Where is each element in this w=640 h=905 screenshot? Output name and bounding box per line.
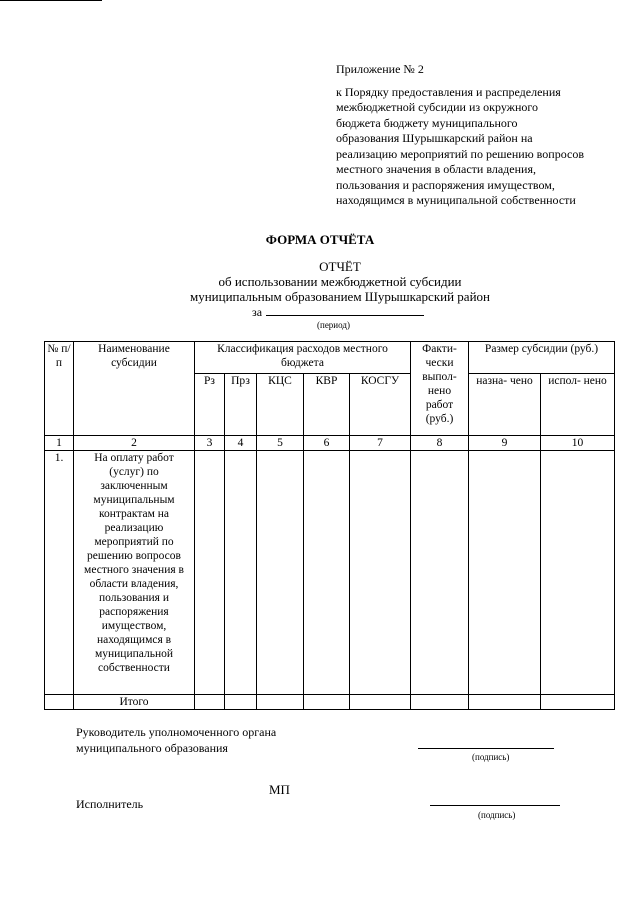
- report-subtitle-1: об использовании межбюджетной субсидии: [218, 274, 462, 289]
- header-kosgu: КОСГУ: [350, 374, 411, 436]
- appendix-line: к Порядку предоставления и распределения: [336, 84, 561, 99]
- total-cell[interactable]: [350, 695, 411, 710]
- report-table: [44, 341, 615, 710]
- cell-executed[interactable]: [541, 451, 615, 695]
- appendix-line: реализацию мероприятий по решению вопросов: [336, 146, 584, 161]
- row-subsidy-name: На оплату работ (услуг) по заключенным муниципальным контрактам на реализацию мероприятий по решению вопросов местного значения в области владения, пользования и распоряжения имуществом, находящимся в муниципальной собственности: [74, 451, 195, 695]
- cell-kosgu[interactable]: [350, 451, 411, 695]
- appendix-line: бюджета бюджету муниципального: [336, 115, 518, 130]
- total-cell[interactable]: [225, 695, 257, 710]
- column-number: 6: [304, 436, 350, 451]
- total-cell[interactable]: [257, 695, 304, 710]
- period-prefix: за: [252, 305, 263, 319]
- header-subsidy-name: Наименование субсидии: [74, 342, 195, 436]
- header-assigned: назна- чено: [469, 374, 541, 436]
- total-number-cell: [45, 695, 74, 710]
- report-subtitle-2: муниципальным образованием Шурышкарский район: [189, 289, 490, 304]
- column-number: 5: [257, 436, 304, 451]
- row-number: 1.: [45, 451, 74, 695]
- period-row: [252, 305, 424, 320]
- report-heading: [0, 259, 640, 304]
- cell-prz[interactable]: [225, 451, 257, 695]
- total-cell[interactable]: [195, 695, 225, 710]
- appendix-line: образования Шурышкарский район на: [336, 131, 533, 145]
- header-prz: Прз: [225, 374, 257, 436]
- column-number: 1: [45, 436, 74, 451]
- cell-rz[interactable]: [195, 451, 225, 695]
- total-label: Итого: [74, 695, 195, 710]
- header-rz: Рз: [195, 374, 225, 436]
- form-title: ФОРМА ОТЧЁТА: [265, 232, 375, 247]
- report-title: ОТЧЁТ: [319, 259, 361, 274]
- column-number: 9: [469, 436, 541, 451]
- header-subsidy-amount: Размер субсидии (руб.): [469, 342, 615, 374]
- total-cell[interactable]: [469, 695, 541, 710]
- executor-signature-caption: (подпись): [478, 810, 516, 820]
- header-number: № п/п: [45, 342, 74, 436]
- head-signatory-line-2: муниципального образования: [76, 741, 228, 755]
- top-left-rule: [0, 0, 102, 1]
- column-number: 3: [195, 436, 225, 451]
- appendix-line: местного значения в области владения,: [336, 162, 536, 176]
- column-number: 2: [74, 436, 195, 451]
- header-actual-work: Факти- чески выпол- нено работ (руб.): [411, 342, 469, 436]
- total-cell[interactable]: [541, 695, 615, 710]
- header-kcs: КЦС: [257, 374, 304, 436]
- header-executed: испол- нено: [541, 374, 615, 436]
- head-signatory-line-1: Руководитель уполномоченного органа: [76, 725, 277, 739]
- head-signature-caption: (подпись): [472, 752, 510, 762]
- appendix-line: межбюджетной субсидии из окружного: [336, 100, 538, 114]
- cell-assigned[interactable]: [469, 451, 541, 695]
- column-number: 7: [350, 436, 411, 451]
- appendix-line: пользования и распоряжения имуществом,: [336, 177, 555, 192]
- appendix-line: находящимся в муниципальной собственности: [336, 193, 576, 207]
- header-kvr: КВР: [304, 374, 350, 436]
- column-number: 8: [411, 436, 469, 451]
- head-signature-line[interactable]: [418, 748, 554, 749]
- appendix-title: Приложение № 2: [336, 62, 424, 76]
- total-cell[interactable]: [304, 695, 350, 710]
- column-number: 10: [541, 436, 615, 451]
- cell-kcs[interactable]: [257, 451, 304, 695]
- cell-kvr[interactable]: [304, 451, 350, 695]
- executor-signature-line[interactable]: [430, 805, 560, 806]
- total-cell[interactable]: [411, 695, 469, 710]
- cell-actual[interactable]: [411, 451, 469, 695]
- period-caption: (период): [317, 320, 350, 330]
- appendix-block: [336, 62, 626, 209]
- period-input-line[interactable]: [266, 305, 424, 316]
- stamp-place: МП: [269, 782, 290, 797]
- header-classification: Классификация расходов местного бюджета: [195, 342, 411, 374]
- executor-label: Исполнитель: [76, 797, 144, 811]
- column-number: 4: [225, 436, 257, 451]
